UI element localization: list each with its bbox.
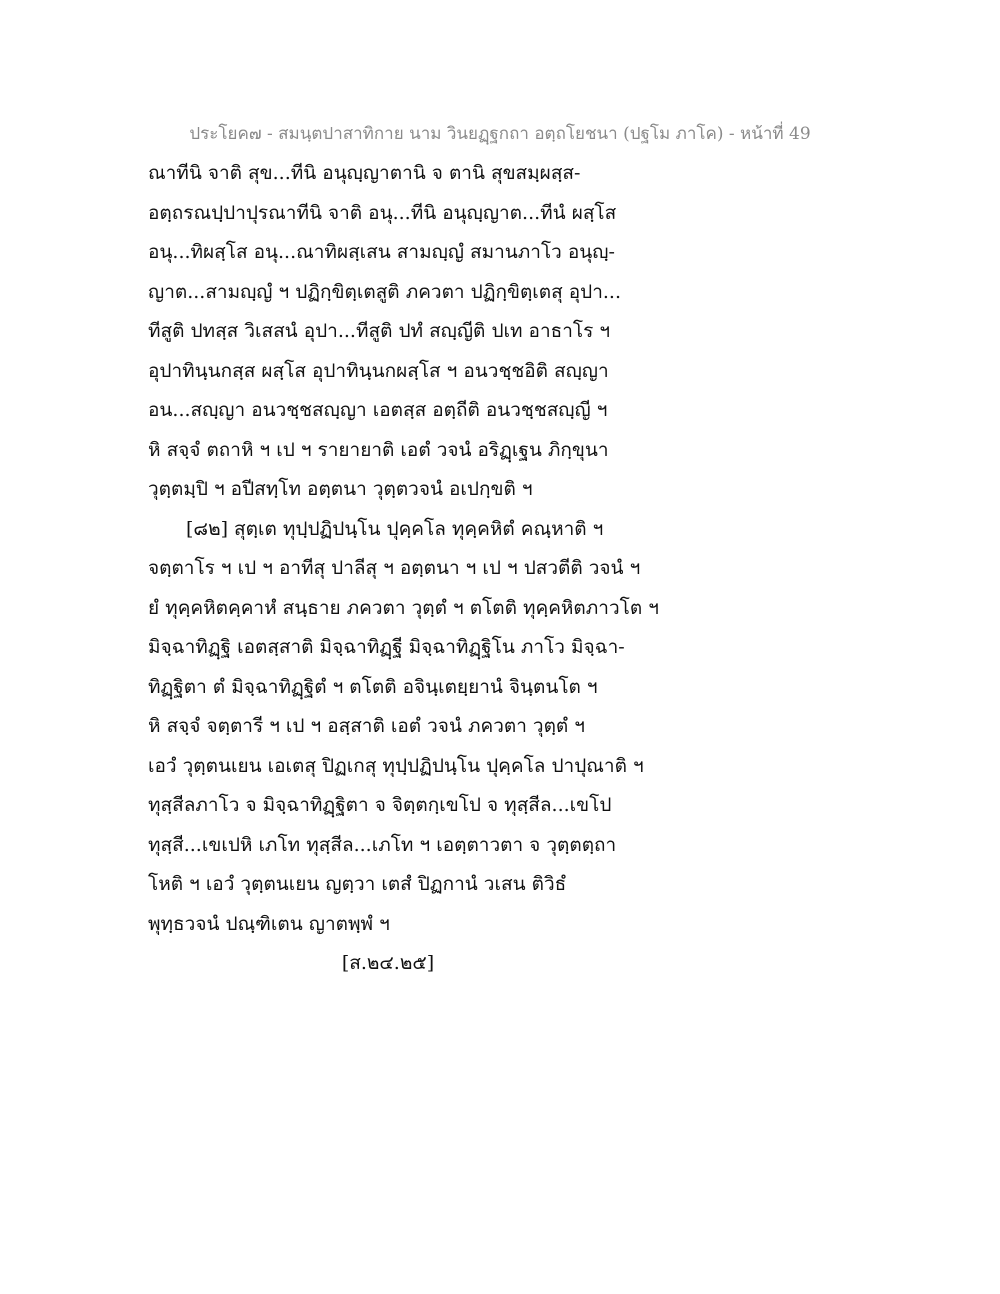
text-line: อตฺถรณปฺปาปุรณาทีนิ จาติ อนุ...ทีนิ อนุญฺญาต...ทีนํ ผสฺโส [148,201,617,224]
text-line: พุทฺธวจนํ ปณฺฑิเตน ญาตพฺพํ ฯ [148,912,390,935]
text-line: ทุสฺสีลภาโว จ มิจฺฉาทิฏฺฐิตา จ จิตฺตกฺเขโป จ ทุสฺสีล...เขโป [148,794,612,816]
text-line: มิจฺฉาทิฏฺฐิ เอตสฺสาติ มิจฺฉาทิฏฺฐี มิจฺฉาทิฏฺฐิโน ภาโว มิจฺฉา- [148,636,625,658]
text-line: อน...สญฺญา อนวชฺชสญฺญา เอตสฺส อตฺถีติ อนวชฺชสญฺญี ฯ [148,399,608,421]
text-line: อนุ...ทิผสฺโส อนุ...ณาทิผสฺเสน สามญฺญํ สมานภาโว อนุญฺ- [148,241,615,263]
text-line: ทุสฺสี...เขเปหิ เภโท ทุสฺสีล...เภโท ฯ เอตฺตาวตา จ วุตฺตตฺถา [148,833,617,856]
text-line: ญาต...สามญฺญํ ฯ ปฏิกฺขิตฺเตสูติ ภควตา ปฏิกฺขิตฺเตสุ อุปา... [148,280,622,303]
text-line: โหติ ฯ เอวํ วุตฺตนเยน ญตฺวา เตสํ ปิฏกานํ วเสน ติวิธํ [148,873,567,895]
text-line: ทีสูติ ปทสฺส วิเสสนํ อุปา...ทีสูติ ปทํ สญฺญีติ ปเท อาธาโร ฯ [148,320,611,342]
text-line: จตฺตาโร ฯ เป ฯ อาทีสุ ปาลีสุ ฯ อตฺตนา ฯ เป ฯ ปสวตีติ วจนํ ฯ [148,557,641,579]
body-text [148,154,868,984]
text-line: เอวํ วุตฺตนเยน เอเตสุ ปิฏเกสุ ทุปฺปฏิปนฺโน ปุคฺคโล ปาปุณาติ ฯ [148,754,644,777]
paragraph-start-line: [๘๒] สุตฺเต ทุปฺปฏิปนฺโน ปุคฺคโล ทุคฺคหิตํ คณฺหาติ ฯ [186,517,604,540]
text-line: วุตฺตมฺปิ ฯ อปีสทฺโท อตฺตนา วุตฺตวจนํ อเปกฺขติ ฯ [148,478,533,500]
text-line: ณาทีนิ จาติ สุข...ทีนิ อนุญฺญาตานิ จ ตานิ สุขสมฺผสฺส- [148,162,581,184]
text-line: อุปาทินฺนกสฺส ผสฺโส อุปาทินฺนกผสฺโส ฯ อนวชฺชอิติ สญฺญา [148,359,609,382]
page-header: ประโยค๗ - สมนฺตปาสาทิกาย นาม วินยฏฺฐกถา อตฺถโยชนา (ปฐโม ภาโค) - หน้าที่ 49 [189,124,811,144]
text-line: ทิฏฺฐิตา ตํ มิจฺฉาทิฏฺฐิตํ ฯ ตโตติ อจินฺเตยฺยานํ จินฺตนโต ฯ [148,675,598,698]
text-line: ยํ ทุคฺคหิตคฺคาหํ สนฺธาย ภควตา วุตฺตํ ฯ ตโตติ ทุคฺคหิตภาวโต ฯ [148,596,659,619]
text-line: หิ สจฺจํ จตฺตารี ฯ เป ฯ อสฺสาติ เอตํ วจนํ ภควตา วุตฺตํ ฯ [148,715,585,737]
page-reference: [ส.๒๔.๒๕] [341,952,435,974]
text-line: หิ สจฺจํ ตถาหิ ฯ เป ฯ รายายาติ เอตํ วจนํ อริฏฺเฐน ภิกฺขุนา [148,438,609,461]
